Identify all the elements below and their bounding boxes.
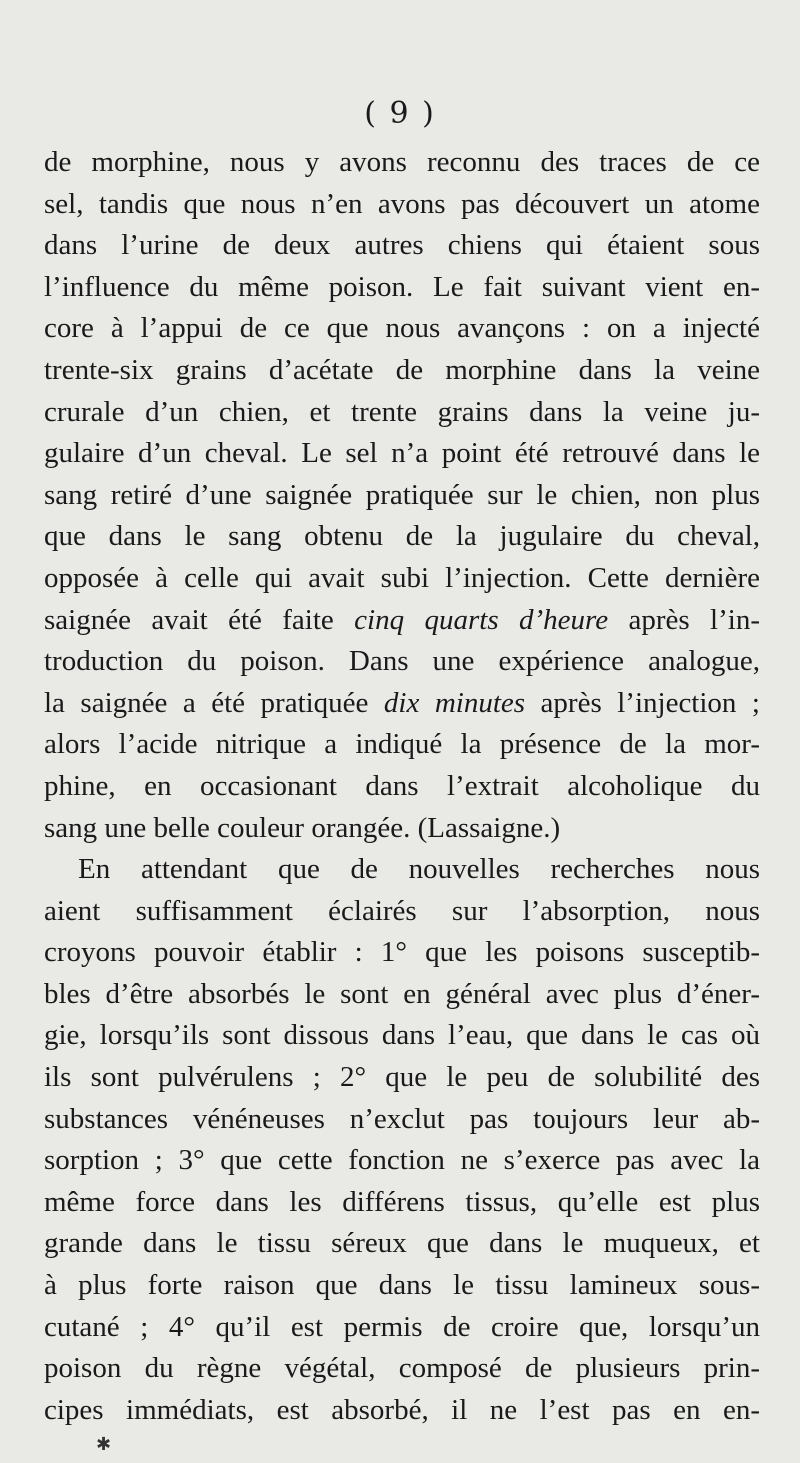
text-line xyxy=(44,516,760,558)
page-number: ( 9 ) xyxy=(364,96,436,131)
text-segment: crurale d’un chien, et trente grains dans la veine ju- xyxy=(44,395,760,428)
text-segment: l’influence du même poison. Le fait suivant vient en- xyxy=(44,270,760,303)
text-segment: core à l’appui de ce que nous avançons : on a injecté xyxy=(44,312,760,345)
text-line xyxy=(44,683,760,725)
text-line: cipes immédiats, est absorbé, il ne l’est pas en en- xyxy=(44,1393,760,1426)
text-line: cutané ; 4° qu’il est permis de croire que, lorsqu’un xyxy=(44,1310,760,1343)
paragraph-2 xyxy=(44,849,760,1431)
ink-mark: ✱ xyxy=(96,1434,112,1455)
text-segment: sang une belle couleur orangée. (Lassaigne.) xyxy=(44,811,561,844)
text-segment: alors l’acide nitrique a indiqué la présence de la mor- xyxy=(44,728,760,761)
text-segment: phine, en occasionant dans l’extrait alcoholique du xyxy=(44,769,760,802)
text-segment: saignée avait été faite xyxy=(44,603,355,636)
text-line xyxy=(44,766,760,808)
text-line xyxy=(44,433,760,475)
text-line xyxy=(44,600,760,642)
italic-phrase: dix minutes xyxy=(383,686,526,719)
text-segment: gulaire d’un cheval. Le sel n’a point été retrouvé dans le xyxy=(44,437,760,470)
text-line xyxy=(44,392,760,434)
text-segment: que dans le sang obtenu de la jugulaire du cheval, xyxy=(44,520,760,553)
text-line: croyons pouvoir établir : 1° que les poisons susceptib- xyxy=(44,936,760,969)
text-line xyxy=(44,225,760,267)
text-line xyxy=(44,267,760,309)
text-line xyxy=(44,184,760,226)
text-line: substances vénéneuses n’exclut pas toujours leur ab- xyxy=(44,1102,760,1135)
text-segment: trente-six grains d’acétate de morphine dans la veine xyxy=(44,353,760,386)
body-text xyxy=(44,142,760,1431)
text-line xyxy=(44,641,760,683)
text-line xyxy=(44,142,760,184)
text-segment: sel, tandis que nous n’en avons pas découvert un atome xyxy=(44,187,760,220)
text-line: gie, lorsqu’ils sont dissous dans l’eau, que dans le cas où xyxy=(44,1019,760,1052)
text-segment: opposée à celle qui avait subi l’injection. Cette dernière xyxy=(44,561,760,594)
text-segment: la saignée a été pratiquée xyxy=(44,686,384,719)
text-line: ils sont pulvérulens ; 2° que le peu de solubilité des xyxy=(44,1061,760,1094)
text-line: aient suffisamment éclairés sur l’absorption, nous xyxy=(44,894,760,927)
text-segment: dans l’urine de deux autres chiens qui étaient sous xyxy=(44,229,760,262)
paragraph-1 xyxy=(44,142,760,849)
text-line: bles d’être absorbés le sont en général avec plus d’éner- xyxy=(44,977,760,1010)
text-line: grande dans le tissu séreux que dans le muqueux, et xyxy=(44,1227,760,1260)
text-line xyxy=(44,808,760,850)
italic-phrase: cinq quarts d’heure xyxy=(354,603,609,636)
text-line: à plus forte raison que dans le tissu lamineux sous- xyxy=(44,1269,760,1302)
text-segment: après l’in- xyxy=(608,603,760,636)
text-line: même force dans les différens tissus, qu’elle est plus xyxy=(44,1185,760,1218)
text-segment: après l’injection ; xyxy=(525,686,760,719)
text-segment: de morphine, nous y avons reconnu des traces de ce xyxy=(44,146,760,178)
text-segment: sang retiré d’une saignée pratiquée sur le chien, non plus xyxy=(44,478,760,511)
text-line xyxy=(44,350,760,392)
text-line: En attendant que de nouvelles recherches nous xyxy=(78,853,760,886)
text-line: poison du règne végétal, composé de plusieurs prin- xyxy=(44,1352,760,1385)
text-line xyxy=(44,558,760,600)
text-line xyxy=(44,724,760,766)
text-line xyxy=(44,475,760,517)
text-segment: troduction du poison. Dans une expérience analogue, xyxy=(44,645,760,678)
text-line: sorption ; 3° que cette fonction ne s’exerce pas avec la xyxy=(44,1144,760,1177)
text-line xyxy=(44,308,760,350)
